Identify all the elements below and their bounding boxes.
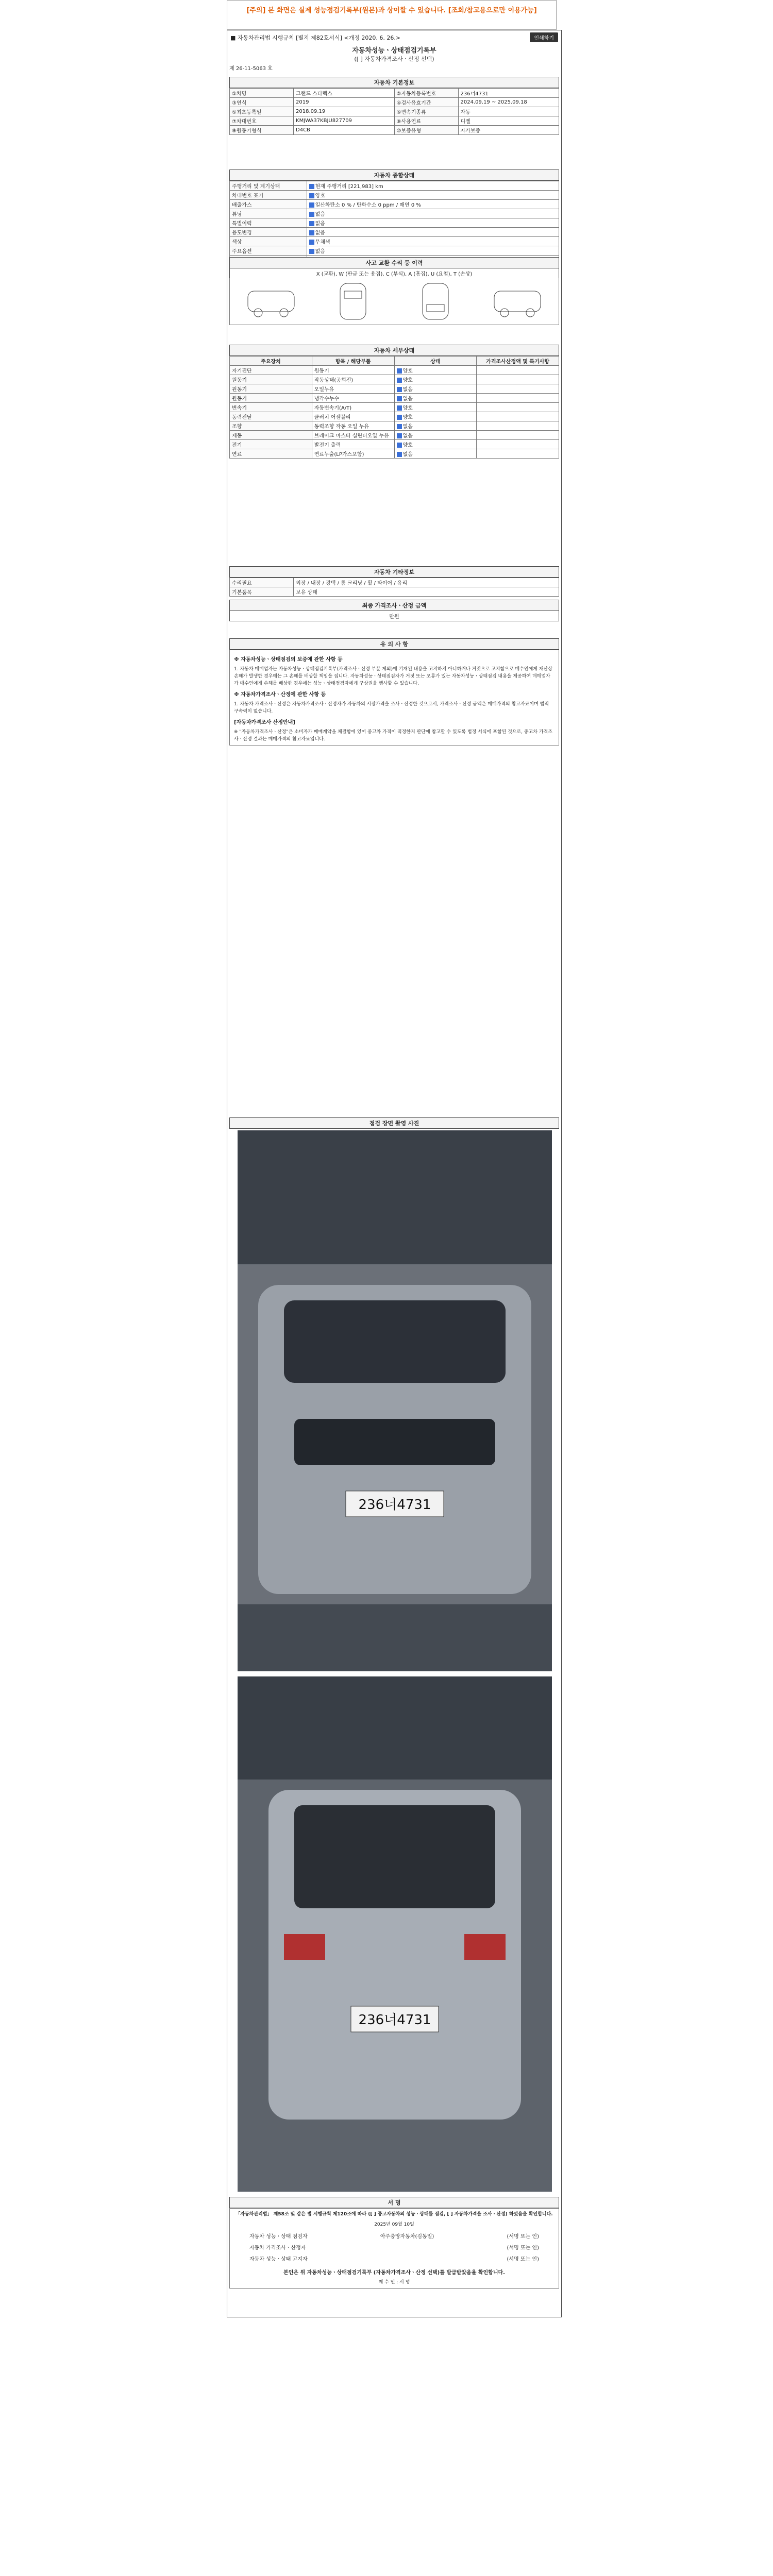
status-cell xyxy=(394,421,477,431)
field-label: ⑧사용연료 xyxy=(394,116,458,126)
remark-cell xyxy=(477,440,559,449)
photos-section xyxy=(229,1117,559,1129)
field-value: 236너4731 xyxy=(458,89,559,98)
signature-date: 2025년 09월 10일 xyxy=(374,2222,414,2227)
form-label: ■ 자동차관리법 시행규칙 [별지 제82호서식] <개정 2020. 6. 26.> xyxy=(230,35,401,41)
part-cell: 원동기 xyxy=(312,366,394,375)
car-diagram xyxy=(229,278,559,325)
state-label: 주행거리 및 계기상태 xyxy=(230,181,307,191)
device-cell: 전기 xyxy=(230,440,312,449)
field-label: ⑥변속기종류 xyxy=(394,107,458,116)
basic-info-table xyxy=(229,88,559,135)
checkbox-icon xyxy=(397,415,402,420)
signature-row xyxy=(234,2254,554,2265)
field-label: ④검사유효기간 xyxy=(394,98,458,107)
notes-head-3: [자동차가격조사 산정안내] xyxy=(234,720,295,725)
signer-role: 자동차 성능ㆍ상태 점검자 xyxy=(249,2234,308,2240)
remark-cell xyxy=(477,449,559,459)
rear-plate: 236너4731 xyxy=(358,2012,431,2028)
field-label: ⑦차대번호 xyxy=(230,116,294,126)
status-cell xyxy=(394,440,477,449)
status-text: 없음 xyxy=(402,452,413,457)
table-row xyxy=(230,421,559,431)
checkbox-icon xyxy=(309,230,314,235)
table-row xyxy=(230,587,559,597)
status-cell xyxy=(394,449,477,459)
table-row xyxy=(230,375,559,384)
status-text: 양호 xyxy=(402,405,413,411)
field-value: 2019 xyxy=(294,98,394,107)
part-cell: 작동상태(공회전) xyxy=(312,375,394,384)
part-cell: 연료누출(LP가스포함) xyxy=(312,449,394,459)
status-cell xyxy=(394,412,477,421)
field-value: 자가보증 xyxy=(458,126,559,135)
table-row xyxy=(230,384,559,394)
column-header: 주요장치 xyxy=(230,357,312,366)
state-value xyxy=(307,237,559,246)
device-cell: 원동기 xyxy=(230,384,312,394)
remark-cell xyxy=(477,403,559,412)
part-cell: 냉각수누수 xyxy=(312,394,394,403)
status-cell xyxy=(394,394,477,403)
field-value: 디젤 xyxy=(458,116,559,126)
part-cell: 오일누유 xyxy=(312,384,394,394)
signer-sign: (서명 또는 인) xyxy=(507,2234,539,2240)
checkbox-icon xyxy=(309,240,314,245)
signature-block xyxy=(229,2208,559,2289)
column-header: 가격조사산정액 및 특기사항 xyxy=(477,357,559,366)
column-header: 상태 xyxy=(394,357,477,366)
status-cell xyxy=(394,366,477,375)
checkbox-icon xyxy=(309,193,314,198)
part-cell: 동력조향 작동 오일 누유 xyxy=(312,421,394,431)
print-button[interactable]: 인쇄하기 xyxy=(530,32,558,42)
column-header: 항목 / 해당부품 xyxy=(312,357,394,366)
doc-title: 자동차성능ㆍ상태점검기록부 xyxy=(352,47,436,55)
state-value xyxy=(307,181,559,191)
notes-body-3: ※ "자동차가격조사ㆍ산정"은 소비자가 매매계약을 체결함에 있어 중고차 가격이 적정한지 판단에 참고할 수 있도록 법정 서식에 포함된 것으로, 중고차 가격조사ㆍ산정 결과는 매매가격의 참고자료입니다. xyxy=(234,730,552,742)
state-value-text: 무채색 xyxy=(315,240,330,245)
field-value: D4CB xyxy=(294,126,394,135)
table-row xyxy=(230,209,559,218)
status-text: 없음 xyxy=(402,387,413,393)
detail-section xyxy=(229,345,559,459)
signature-row xyxy=(234,2231,554,2243)
signer-role: 자동차 가격조사ㆍ산정자 xyxy=(249,2245,306,2251)
other-label: 수리필요 xyxy=(230,578,294,587)
device-cell: 연료 xyxy=(230,449,312,459)
checkbox-icon xyxy=(309,221,314,226)
receiver-line: 매 수 인 : 서 명 xyxy=(378,2280,410,2285)
table-row xyxy=(230,107,559,116)
checkbox-icon xyxy=(309,212,314,217)
field-label: ⑤최초등록일 xyxy=(230,107,294,116)
field-value: 그랜드 스타렉스 xyxy=(294,89,394,98)
remark-cell xyxy=(477,394,559,403)
field-value: 2024.09.19 ~ 2025.09.18 xyxy=(458,98,559,107)
confirm-title: 최종 가격조사ㆍ산정 금액 xyxy=(229,600,559,611)
other-section xyxy=(229,566,559,621)
other-value: 보유 상태 xyxy=(294,587,559,597)
status-text: 양호 xyxy=(402,415,413,420)
signer-name: 아주중앙자동차(김동일) xyxy=(380,2234,434,2240)
notes-title: 유 의 사 항 xyxy=(229,638,559,650)
remark-cell xyxy=(477,375,559,384)
inspection-document xyxy=(227,30,562,2317)
checkbox-icon xyxy=(397,378,402,383)
status-text: 양호 xyxy=(402,378,413,383)
field-label: ⑨원동기형식 xyxy=(230,126,294,135)
state-value xyxy=(307,209,559,218)
basic-info-title: 자동차 기본정보 xyxy=(229,77,559,88)
table-row xyxy=(230,394,559,403)
field-label: ③연식 xyxy=(230,98,294,107)
notes-body-1: 1. 자동차 매매업자는 자동차성능ㆍ상태점검기록부(가격조사ㆍ산정 부분 제외)에 기재된 내용을 고지하지 아니하거나 거짓으로 고지함으로 매수인에게 재산상 손해가 발생한 경우에는 그 손해를 배상할 책임을 집니다. 자동차성능ㆍ상태점검자가 거짓 또는 오류가 있는 자동차성능ㆍ상태점검 내용을 제공하여 매매업자가 매수인에게 손해를 배상한 경우에는 성능ㆍ상태점검자에게 구상권을 행사할 수 있습니다. xyxy=(234,667,552,686)
state-value-text: 현재 주행거리 [221,983] km xyxy=(315,184,383,190)
part-cell: 발전기 출력 xyxy=(312,440,394,449)
part-cell: 클러치 어셈블리 xyxy=(312,412,394,421)
warning-banner xyxy=(227,0,557,30)
state-info-title: 자동차 종합상태 xyxy=(229,170,559,181)
state-label: 용도변경 xyxy=(230,228,307,237)
device-cell: 자기진단 xyxy=(230,366,312,375)
table-row xyxy=(230,246,559,256)
state-value xyxy=(307,191,559,200)
basic-info-section xyxy=(229,77,559,135)
status-cell xyxy=(394,375,477,384)
checkbox-icon xyxy=(397,424,402,429)
remark-cell xyxy=(477,412,559,421)
detail-table xyxy=(229,356,559,459)
state-label: 특별이력 xyxy=(230,218,307,228)
confirm-value: 만원 xyxy=(229,611,559,621)
signer-role: 자동차 성능ㆍ상태 고지자 xyxy=(249,2257,308,2262)
state-label: 주요옵션 xyxy=(230,246,307,256)
state-value-text: 없음 xyxy=(315,221,325,227)
doc-subtitle: ([ ] 자동차가격조사ㆍ산정 선택) xyxy=(354,56,434,62)
field-value: 2018.09.19 xyxy=(294,107,394,116)
front-photo xyxy=(238,1130,552,1671)
signature-title: 서 명 xyxy=(229,2197,559,2208)
front-plate: 236너4731 xyxy=(358,1497,431,1513)
status-text: 없음 xyxy=(402,433,413,439)
field-label: ⑩보증유형 xyxy=(394,126,458,135)
field-value: KMJWA37KBJU827709 xyxy=(294,116,394,126)
signature-row xyxy=(234,2243,554,2254)
state-value xyxy=(307,246,559,256)
state-value xyxy=(307,218,559,228)
table-row xyxy=(230,116,559,126)
status-cell xyxy=(394,384,477,394)
damage-legend: X (교환), W (판금 또는 용접), C (부식), A (흠집), U (요철), T (손상) xyxy=(229,268,559,278)
table-row xyxy=(230,366,559,375)
remark-cell xyxy=(477,431,559,440)
rear-car-image xyxy=(238,1676,552,2192)
state-label: 배출가스 xyxy=(230,200,307,209)
field-label: ②자동차등록번호 xyxy=(394,89,458,98)
signer-sign: (서명 또는 인) xyxy=(507,2245,539,2251)
signature-statement: 「자동차관리법」 제58조 및 같은 법 시행규칙 제120조에 따라 ([ ] 중고자동차의 성능ㆍ상태를 점검, [ ] 자동차가격을 조사ㆍ산정) 하였음을 확인합니다. xyxy=(236,2212,553,2217)
status-cell xyxy=(394,403,477,412)
checkbox-icon xyxy=(309,249,314,254)
notes-section xyxy=(229,638,559,745)
state-value-text: 없음 xyxy=(315,249,325,255)
car-left-icon xyxy=(243,281,299,322)
table-row xyxy=(230,89,559,98)
table-row xyxy=(230,578,559,587)
table-row xyxy=(230,200,559,209)
state-value-text: 일산화탄소 0 % / 탄화수소 0 ppm / 매연 0 % xyxy=(315,202,421,208)
remark-cell xyxy=(477,384,559,394)
checkbox-icon xyxy=(309,184,314,189)
front-car-image xyxy=(238,1130,552,1671)
notes-body-2: 1. 자동차 가격조사ㆍ산정은 자동차가격조사ㆍ산정자가 자동차의 시장가격을 조사ㆍ산정한 것으로서, 가격조사ㆍ산정 금액은 매매가격의 참고자료이며 법적 구속력이 없습니다. xyxy=(234,702,549,714)
field-value: 자동 xyxy=(458,107,559,116)
device-cell: 제동 xyxy=(230,431,312,440)
checkbox-icon xyxy=(397,396,402,401)
table-row xyxy=(230,126,559,135)
doc-header xyxy=(229,45,559,72)
warning-text: [주의] 본 화면은 실제 성능점검기록부(원본)과 상이할 수 있습니다. [조회/참고용으로만 이용가능] xyxy=(246,7,537,14)
checkbox-icon xyxy=(397,368,402,374)
table-row xyxy=(230,440,559,449)
status-text: 양호 xyxy=(402,443,413,448)
state-label: 튜닝 xyxy=(230,209,307,218)
car-right-icon xyxy=(489,281,546,322)
checkbox-icon xyxy=(397,443,402,448)
status-text: 양호 xyxy=(402,368,413,374)
rear-photo xyxy=(238,1676,552,2192)
damage-title: 사고 교환 수리 등 이력 xyxy=(229,257,559,268)
state-value-text: 양호 xyxy=(315,193,325,199)
notes-block xyxy=(229,650,559,745)
state-value-text: 없음 xyxy=(315,230,325,236)
device-cell: 원동기 xyxy=(230,375,312,384)
checkbox-icon xyxy=(309,202,314,208)
table-row xyxy=(230,181,559,191)
table-row xyxy=(230,218,559,228)
table-row xyxy=(230,412,559,421)
device-cell: 변속기 xyxy=(230,403,312,412)
notes-head-2: ※ 자동차가격조사ㆍ산정에 관한 사항 등 xyxy=(234,692,326,698)
table-row xyxy=(230,228,559,237)
part-cell: 브레이크 마스터 실린더오일 누유 xyxy=(312,431,394,440)
part-cell: 자동변속기(A/T) xyxy=(312,403,394,412)
table-row xyxy=(230,403,559,412)
doc-number: 제 26-11-5063 호 xyxy=(229,66,273,72)
checkbox-icon xyxy=(397,387,402,392)
device-cell: 원동기 xyxy=(230,394,312,403)
remark-cell xyxy=(477,421,559,431)
other-value: 외장 / 내장 / 광택 / 룸 크리닝 / 휠 / 타이어 / 유리 xyxy=(294,578,559,587)
signer-sign: (서명 또는 인) xyxy=(507,2257,539,2262)
table-row xyxy=(230,98,559,107)
detail-title: 자동차 세부상태 xyxy=(229,345,559,356)
photos-title: 점검 장면 촬영 사진 xyxy=(229,1117,559,1129)
field-label: ①차명 xyxy=(230,89,294,98)
device-cell: 조향 xyxy=(230,421,312,431)
signature-section xyxy=(229,2197,559,2289)
table-row xyxy=(230,191,559,200)
state-value-text: 없음 xyxy=(315,212,325,217)
state-label: 색상 xyxy=(230,237,307,246)
checkbox-icon xyxy=(397,452,402,457)
state-info-section xyxy=(229,170,559,265)
signature-footer: 본인은 위 자동차성능ㆍ상태점검기록부 (자동차가격조사ㆍ산정 선택)를 발급받았음을 확인합니다. xyxy=(283,2270,505,2276)
other-title: 자동차 기타정보 xyxy=(229,566,559,578)
other-label: 기본품목 xyxy=(230,587,294,597)
checkbox-icon xyxy=(397,433,402,438)
car-top-icon xyxy=(325,281,381,322)
table-row xyxy=(230,237,559,246)
device-cell: 동력전달 xyxy=(230,412,312,421)
status-text: 없음 xyxy=(402,424,413,430)
status-text: 없음 xyxy=(402,396,413,402)
other-table xyxy=(229,578,559,597)
state-value xyxy=(307,200,559,209)
checkbox-icon xyxy=(397,405,402,411)
status-cell xyxy=(394,431,477,440)
car-bottom-icon xyxy=(407,281,464,322)
damage-section xyxy=(229,257,559,325)
table-row xyxy=(230,431,559,440)
state-label: 차대번호 표기 xyxy=(230,191,307,200)
state-info-table xyxy=(229,181,559,265)
state-value xyxy=(307,228,559,237)
table-row xyxy=(230,449,559,459)
remark-cell xyxy=(477,366,559,375)
notes-head-1: ※ 자동차성능ㆍ상태점검의 보증에 관한 사항 등 xyxy=(234,657,343,663)
